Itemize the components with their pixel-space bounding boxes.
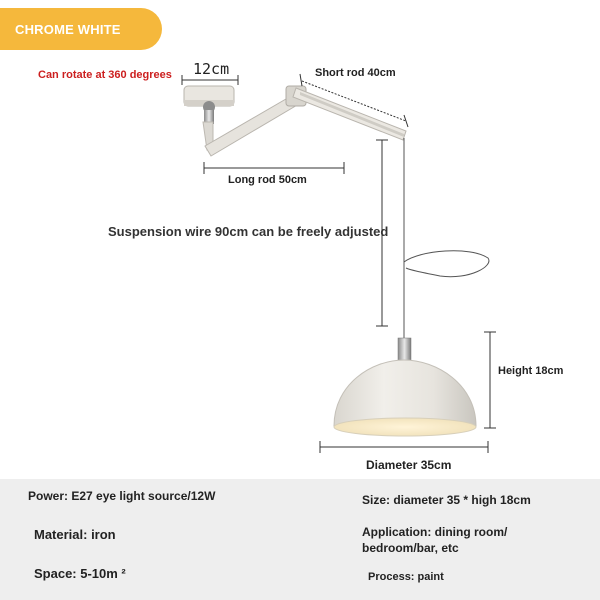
spec-material: Material: iron — [34, 527, 116, 542]
spec-panel — [0, 479, 600, 600]
suspension-dimension — [376, 140, 388, 326]
height-label: Height 18cm — [498, 365, 564, 377]
base-size-label: 12cm — [193, 60, 230, 78]
ceiling-canopy — [184, 86, 234, 124]
short-rod — [293, 88, 406, 140]
dome-shade — [334, 360, 476, 436]
spec-process: Process: paint — [368, 571, 444, 583]
color-badge: CHROME WHITE — [0, 8, 162, 50]
diameter-label: Diameter 35cm — [366, 458, 452, 472]
spec-space: Space: 5-10m ² — [34, 566, 126, 581]
suspension-label: Suspension wire 90cm can be freely adjusted — [108, 224, 389, 239]
lamp-socket — [398, 338, 411, 362]
spec-size: Size: diameter 35 * high 18cm — [362, 493, 531, 507]
rotate-note: Can rotate at 360 degrees — [38, 69, 172, 81]
long-rod-label: Long rod 50cm — [228, 174, 307, 186]
suspension-wire — [404, 138, 489, 338]
spec-power: Power: E27 eye light source/12W — [28, 489, 216, 503]
short-rod-label: Short rod 40cm — [315, 67, 396, 79]
spec-application: Application: dining room/ bedroom/bar, etc — [362, 525, 508, 555]
long-rod-dimension — [204, 162, 344, 174]
height-dimension — [484, 332, 496, 428]
diameter-dimension — [320, 441, 488, 453]
base-dimension-line — [182, 75, 238, 85]
